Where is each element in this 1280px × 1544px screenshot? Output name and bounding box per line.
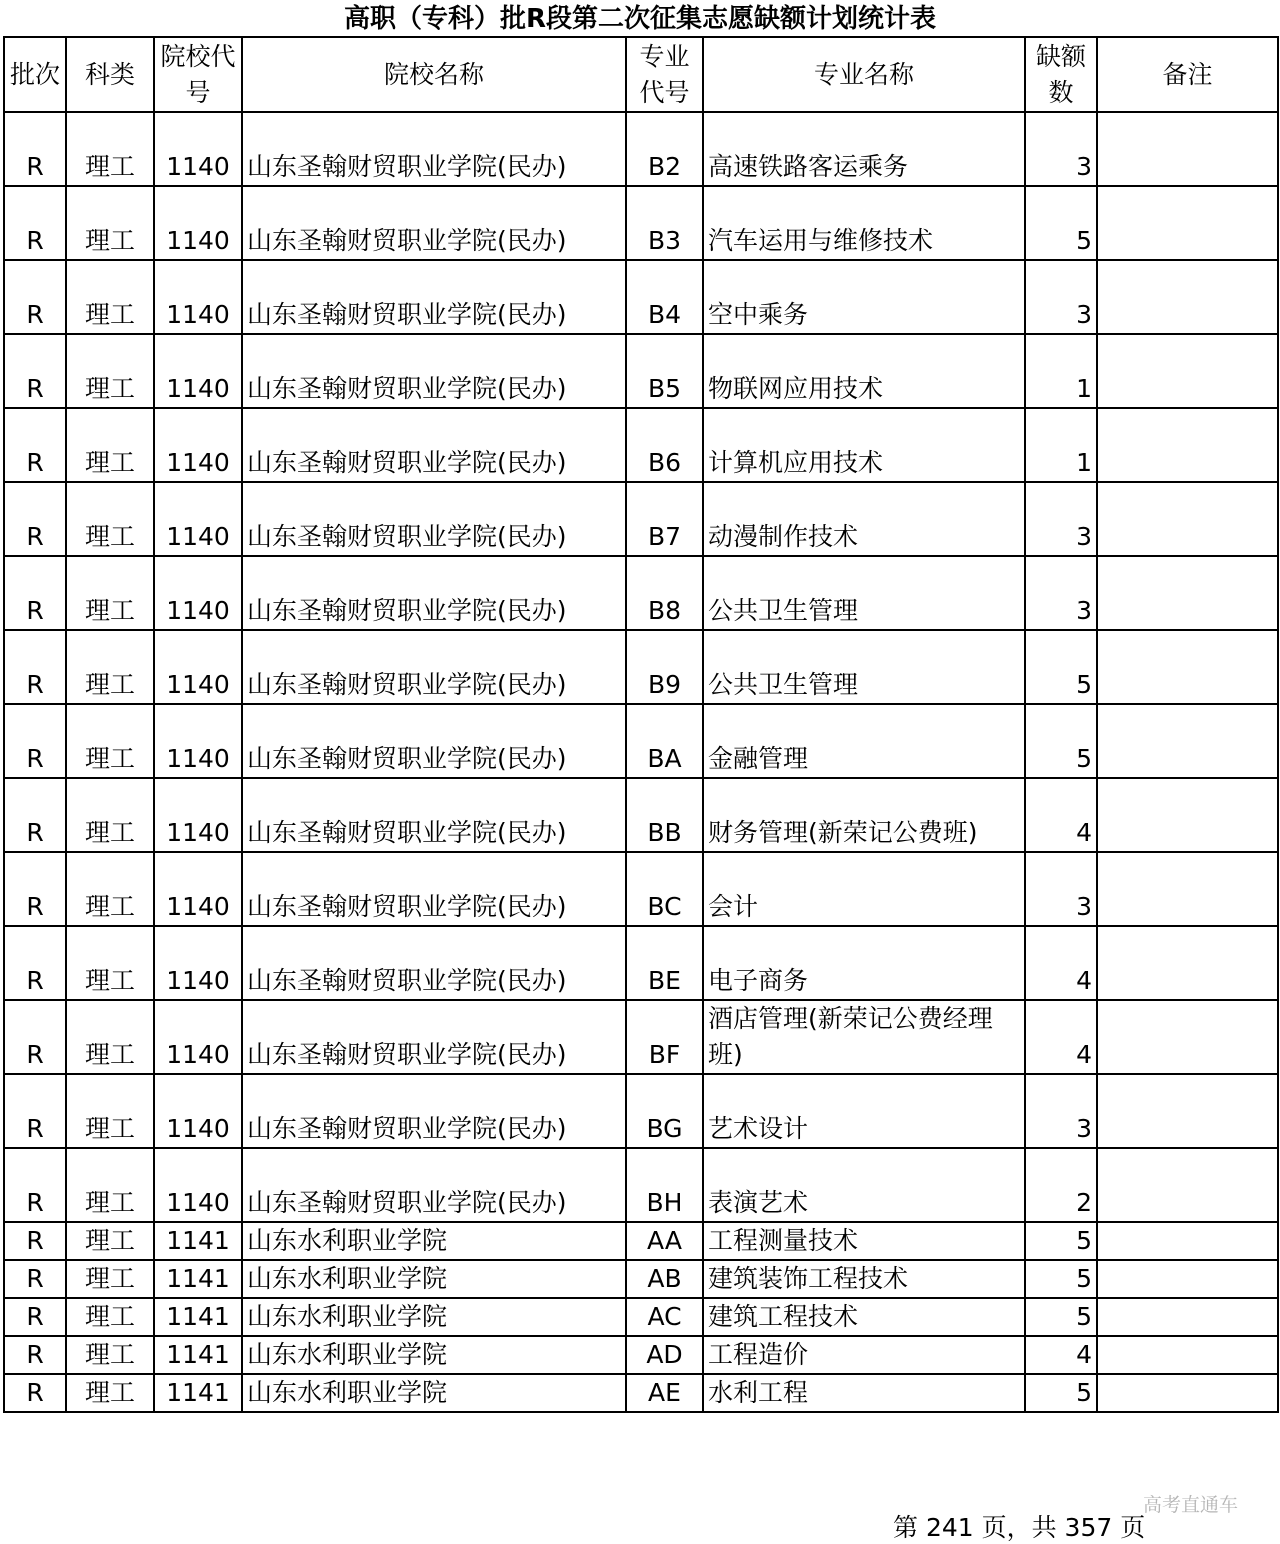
cell-school-code: 1140 (154, 1000, 242, 1074)
table-header-row (4, 37, 1278, 112)
cell-note (1097, 1260, 1278, 1298)
cell-vacancy: 4 (1025, 926, 1097, 1000)
page-number: 第 241 页，共 357 页 (893, 1513, 1146, 1542)
cell-major-code: BF (626, 1000, 703, 1074)
cell-major-code: BB (626, 778, 703, 852)
cell-school-code: 1140 (154, 778, 242, 852)
cell-school-code: 1140 (154, 852, 242, 926)
table-row (4, 1222, 1278, 1260)
cell-note (1097, 1148, 1278, 1222)
cell-batch: R (4, 260, 66, 334)
cell-school-name: 山东圣翰财贸职业学院(民办) (242, 1148, 626, 1222)
cell-major-name: 公共卫生管理 (703, 556, 1025, 630)
table-row (4, 1260, 1278, 1298)
cell-batch: R (4, 1148, 66, 1222)
table-row (4, 260, 1278, 334)
cell-batch: R (4, 112, 66, 186)
cell-vacancy: 5 (1025, 1222, 1097, 1260)
cell-major-name: 酒店管理(新荣记公费经理班) (703, 1000, 1025, 1074)
cell-batch: R (4, 408, 66, 482)
cell-major-name: 物联网应用技术 (703, 334, 1025, 408)
cell-school-code: 1140 (154, 926, 242, 1000)
cell-school-code: 1140 (154, 334, 242, 408)
cell-major-code: B8 (626, 556, 703, 630)
cell-category: 理工 (66, 852, 154, 926)
cell-school-name: 山东圣翰财贸职业学院(民办) (242, 926, 626, 1000)
table-row (4, 852, 1278, 926)
cell-note (1097, 1000, 1278, 1074)
cell-major-name: 动漫制作技术 (703, 482, 1025, 556)
cell-vacancy: 5 (1025, 630, 1097, 704)
header-note: 备注 (1097, 37, 1278, 112)
cell-major-code: B5 (626, 334, 703, 408)
cell-school-code: 1140 (154, 408, 242, 482)
cell-vacancy: 3 (1025, 482, 1097, 556)
cell-major-name: 公共卫生管理 (703, 630, 1025, 704)
cell-major-name: 高速铁路客运乘务 (703, 112, 1025, 186)
cell-major-name: 建筑工程技术 (703, 1298, 1025, 1336)
cell-major-code: BH (626, 1148, 703, 1222)
table-row (4, 704, 1278, 778)
cell-vacancy: 5 (1025, 1374, 1097, 1412)
cell-major-code: AA (626, 1222, 703, 1260)
table-row (4, 926, 1278, 1000)
cell-school-code: 1140 (154, 1148, 242, 1222)
cell-category: 理工 (66, 704, 154, 778)
table-row (4, 556, 1278, 630)
cell-category: 理工 (66, 778, 154, 852)
cell-batch: R (4, 1374, 66, 1412)
cell-school-name: 山东圣翰财贸职业学院(民办) (242, 630, 626, 704)
cell-category: 理工 (66, 1260, 154, 1298)
header-major-name: 专业名称 (703, 37, 1025, 112)
cell-batch: R (4, 1260, 66, 1298)
cell-note (1097, 778, 1278, 852)
cell-category: 理工 (66, 630, 154, 704)
cell-category: 理工 (66, 1222, 154, 1260)
cell-category: 理工 (66, 926, 154, 1000)
cell-school-name: 山东圣翰财贸职业学院(民办) (242, 1074, 626, 1148)
cell-school-name: 山东圣翰财贸职业学院(民办) (242, 482, 626, 556)
cell-batch: R (4, 630, 66, 704)
cell-major-name: 计算机应用技术 (703, 408, 1025, 482)
cell-category: 理工 (66, 482, 154, 556)
cell-major-name: 表演艺术 (703, 1148, 1025, 1222)
header-batch: 批次 (4, 37, 66, 112)
watermark: 高考直通车 (1143, 1494, 1239, 1516)
table-row (4, 630, 1278, 704)
cell-note (1097, 186, 1278, 260)
cell-major-code: AD (626, 1336, 703, 1374)
cell-major-name: 工程造价 (703, 1336, 1025, 1374)
table-row (4, 1148, 1278, 1222)
cell-category: 理工 (66, 1336, 154, 1374)
table-row (4, 1074, 1278, 1148)
cell-batch: R (4, 852, 66, 926)
cell-school-name: 山东水利职业学院 (242, 1298, 626, 1336)
cell-note (1097, 260, 1278, 334)
cell-school-name: 山东圣翰财贸职业学院(民办) (242, 556, 626, 630)
cell-major-name: 会计 (703, 852, 1025, 926)
table-row (4, 1298, 1278, 1336)
cell-major-code: B9 (626, 630, 703, 704)
cell-major-code: BG (626, 1074, 703, 1148)
cell-school-code: 1140 (154, 1074, 242, 1148)
cell-note (1097, 1074, 1278, 1148)
header-category: 科类 (66, 37, 154, 112)
cell-vacancy: 3 (1025, 556, 1097, 630)
cell-category: 理工 (66, 556, 154, 630)
cell-major-code: BC (626, 852, 703, 926)
cell-batch: R (4, 704, 66, 778)
cell-note (1097, 112, 1278, 186)
cell-note (1097, 852, 1278, 926)
cell-batch: R (4, 1336, 66, 1374)
cell-note (1097, 408, 1278, 482)
cell-note (1097, 556, 1278, 630)
cell-note (1097, 334, 1278, 408)
cell-school-name: 山东圣翰财贸职业学院(民办) (242, 704, 626, 778)
header-vacancy: 缺额数 (1025, 37, 1097, 112)
cell-batch: R (4, 186, 66, 260)
cell-category: 理工 (66, 408, 154, 482)
cell-batch: R (4, 778, 66, 852)
cell-vacancy: 4 (1025, 1336, 1097, 1374)
vacancy-table (3, 36, 1279, 1413)
cell-batch: R (4, 556, 66, 630)
cell-category: 理工 (66, 334, 154, 408)
cell-school-name: 山东水利职业学院 (242, 1222, 626, 1260)
cell-batch: R (4, 1222, 66, 1260)
cell-major-code: B4 (626, 260, 703, 334)
cell-school-name: 山东圣翰财贸职业学院(民办) (242, 260, 626, 334)
cell-vacancy: 5 (1025, 1260, 1097, 1298)
cell-school-name: 山东圣翰财贸职业学院(民办) (242, 1000, 626, 1074)
cell-note (1097, 704, 1278, 778)
cell-vacancy: 3 (1025, 112, 1097, 186)
cell-major-name: 工程测量技术 (703, 1222, 1025, 1260)
table-row (4, 482, 1278, 556)
cell-school-code: 1141 (154, 1374, 242, 1412)
cell-note (1097, 1298, 1278, 1336)
cell-batch: R (4, 334, 66, 408)
cell-school-code: 1141 (154, 1298, 242, 1336)
cell-category: 理工 (66, 260, 154, 334)
header-major-code: 专业代号 (626, 37, 703, 112)
cell-vacancy: 3 (1025, 1074, 1097, 1148)
table-row (4, 778, 1278, 852)
cell-school-name: 山东圣翰财贸职业学院(民办) (242, 112, 626, 186)
cell-major-name: 金融管理 (703, 704, 1025, 778)
cell-vacancy: 3 (1025, 260, 1097, 334)
cell-major-name: 电子商务 (703, 926, 1025, 1000)
cell-school-name: 山东水利职业学院 (242, 1374, 626, 1412)
cell-vacancy: 4 (1025, 1000, 1097, 1074)
cell-school-name: 山东圣翰财贸职业学院(民办) (242, 852, 626, 926)
cell-category: 理工 (66, 1074, 154, 1148)
cell-category: 理工 (66, 1298, 154, 1336)
cell-school-code: 1140 (154, 630, 242, 704)
cell-category: 理工 (66, 186, 154, 260)
cell-category: 理工 (66, 112, 154, 186)
cell-note (1097, 1374, 1278, 1412)
cell-category: 理工 (66, 1000, 154, 1074)
cell-major-name: 建筑装饰工程技术 (703, 1260, 1025, 1298)
header-school-code: 院校代号 (154, 37, 242, 112)
cell-note (1097, 482, 1278, 556)
cell-major-code: B2 (626, 112, 703, 186)
cell-school-code: 1140 (154, 482, 242, 556)
cell-category: 理工 (66, 1374, 154, 1412)
cell-vacancy: 2 (1025, 1148, 1097, 1222)
cell-school-name: 山东圣翰财贸职业学院(民办) (242, 408, 626, 482)
cell-major-name: 汽车运用与维修技术 (703, 186, 1025, 260)
cell-major-name: 空中乘务 (703, 260, 1025, 334)
cell-vacancy: 5 (1025, 186, 1097, 260)
cell-major-name: 艺术设计 (703, 1074, 1025, 1148)
header-school-name: 院校名称 (242, 37, 626, 112)
cell-school-code: 1140 (154, 112, 242, 186)
cell-major-code: B7 (626, 482, 703, 556)
cell-school-name: 山东圣翰财贸职业学院(民办) (242, 778, 626, 852)
cell-vacancy: 4 (1025, 778, 1097, 852)
table-row (4, 112, 1278, 186)
cell-major-code: B3 (626, 186, 703, 260)
cell-vacancy: 5 (1025, 1298, 1097, 1336)
cell-batch: R (4, 926, 66, 1000)
cell-vacancy: 1 (1025, 334, 1097, 408)
cell-major-code: AB (626, 1260, 703, 1298)
cell-major-code: BA (626, 704, 703, 778)
cell-vacancy: 3 (1025, 852, 1097, 926)
cell-school-code: 1140 (154, 260, 242, 334)
cell-batch: R (4, 1000, 66, 1074)
page-title: 高职（专科）批R段第二次征集志愿缺额计划统计表 (343, 4, 937, 34)
cell-note (1097, 926, 1278, 1000)
table-row (4, 408, 1278, 482)
cell-vacancy: 5 (1025, 704, 1097, 778)
cell-major-code: AE (626, 1374, 703, 1412)
cell-batch: R (4, 1298, 66, 1336)
cell-school-name: 山东圣翰财贸职业学院(民办) (242, 186, 626, 260)
cell-note (1097, 630, 1278, 704)
cell-major-code: BE (626, 926, 703, 1000)
cell-major-code: B6 (626, 408, 703, 482)
cell-major-name: 水利工程 (703, 1374, 1025, 1412)
cell-school-code: 1141 (154, 1222, 242, 1260)
cell-vacancy: 1 (1025, 408, 1097, 482)
cell-note (1097, 1222, 1278, 1260)
cell-school-name: 山东水利职业学院 (242, 1336, 626, 1374)
cell-school-code: 1140 (154, 704, 242, 778)
cell-major-code: AC (626, 1298, 703, 1336)
cell-category: 理工 (66, 1148, 154, 1222)
table-row (4, 1374, 1278, 1412)
cell-school-name: 山东圣翰财贸职业学院(民办) (242, 334, 626, 408)
cell-major-name: 财务管理(新荣记公费班) (703, 778, 1025, 852)
cell-school-code: 1141 (154, 1260, 242, 1298)
table-row (4, 186, 1278, 260)
cell-note (1097, 1336, 1278, 1374)
table-row (4, 334, 1278, 408)
cell-batch: R (4, 482, 66, 556)
cell-school-code: 1140 (154, 186, 242, 260)
cell-school-name: 山东水利职业学院 (242, 1260, 626, 1298)
table-row (4, 1336, 1278, 1374)
cell-batch: R (4, 1074, 66, 1148)
cell-school-code: 1141 (154, 1336, 242, 1374)
cell-school-code: 1140 (154, 556, 242, 630)
table-row (4, 1000, 1278, 1074)
